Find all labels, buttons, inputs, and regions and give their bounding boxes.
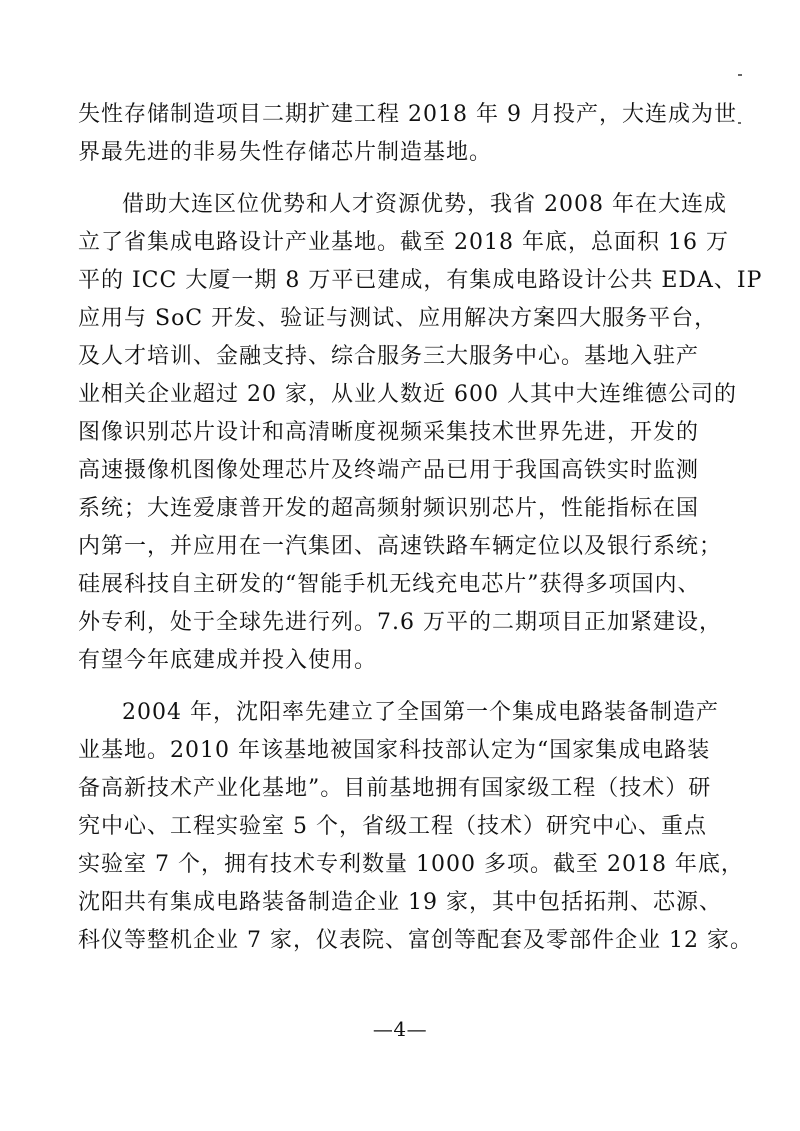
body-line: 科仪等整机企业 7 家，仪表院、富创等配套及零部件企业 12 家。 [78, 928, 753, 953]
body-line: 究中心、工程实验室 5 个，省级工程（技术）研究中心、重点 [78, 814, 707, 839]
scan-speck [738, 74, 742, 76]
body-line: 内第一，并应用在一汽集团、高速铁路车辆定位以及银行系统； [78, 534, 723, 559]
body-line: 高速摄像机图像处理芯片及终端产品已用于我国高铁实时监测 [78, 458, 700, 483]
body-line: 失性存储制造项目二期扩建工程 2018 年 9 月投产，大连成为世 [78, 102, 737, 127]
body-line: 沈阳共有集成电路装备制造企业 19 家，其中包括拓荆、芯源、 [78, 890, 722, 915]
body-line: 备高新技术产业化基地”。目前基地拥有国家级工程（技术）研 [78, 776, 712, 801]
body-line: 2004 年，沈阳率先建立了全国第一个集成电路装备制造产 [122, 700, 719, 725]
body-line: 应用与 SoC 开发、验证与测试、应用解决方案四大服务平台， [78, 306, 718, 331]
body-line: 立了省集成电路设计产业基地。截至 2018 年底，总面积 16 万 [78, 230, 729, 255]
body-line: 业相关企业超过 20 家，从业人数近 600 人其中大连维德公司的 [78, 382, 737, 407]
body-line: 界最先进的非易失性存储芯片制造基地。 [78, 140, 493, 165]
body-line: 平的 ICC 大厦一期 8 万平已建成，有集成电路设计公共 EDA、IP [78, 268, 763, 293]
body-line: 外专利，处于全球先进行列。7.6 万平的二期项目正加紧建设， [78, 610, 722, 635]
body-line: 硅展科技自主研发的“智能手机无线充电芯片”获得多项国内、 [78, 572, 701, 597]
body-line: 系统；大连爱康普开发的超高频射频识别芯片，性能指标在国 [78, 496, 700, 521]
page-number: —4— [372, 1017, 428, 1041]
document-body [78, 96, 763, 960]
body-line: 图像识别芯片设计和高清晰度视频采集技术世界先进，开发的 [78, 420, 700, 445]
body-line: 及人才培训、金融支持、综合服务三大服务中心。基地入驻产 [78, 344, 700, 369]
body-line: 有望今年底建成并投入使用。 [78, 648, 378, 673]
body-line: 借助大连区位优势和人才资源优势，我省 2008 年在大连成 [122, 192, 727, 217]
body-line: 业基地。2010 年该基地被国家科技部认定为“国家集成电路装 [78, 738, 711, 763]
scan-speck [738, 122, 741, 124]
body-line: 实验室 7 个，拥有技术专利数量 1000 多项。截至 2018 年底， [78, 852, 744, 877]
